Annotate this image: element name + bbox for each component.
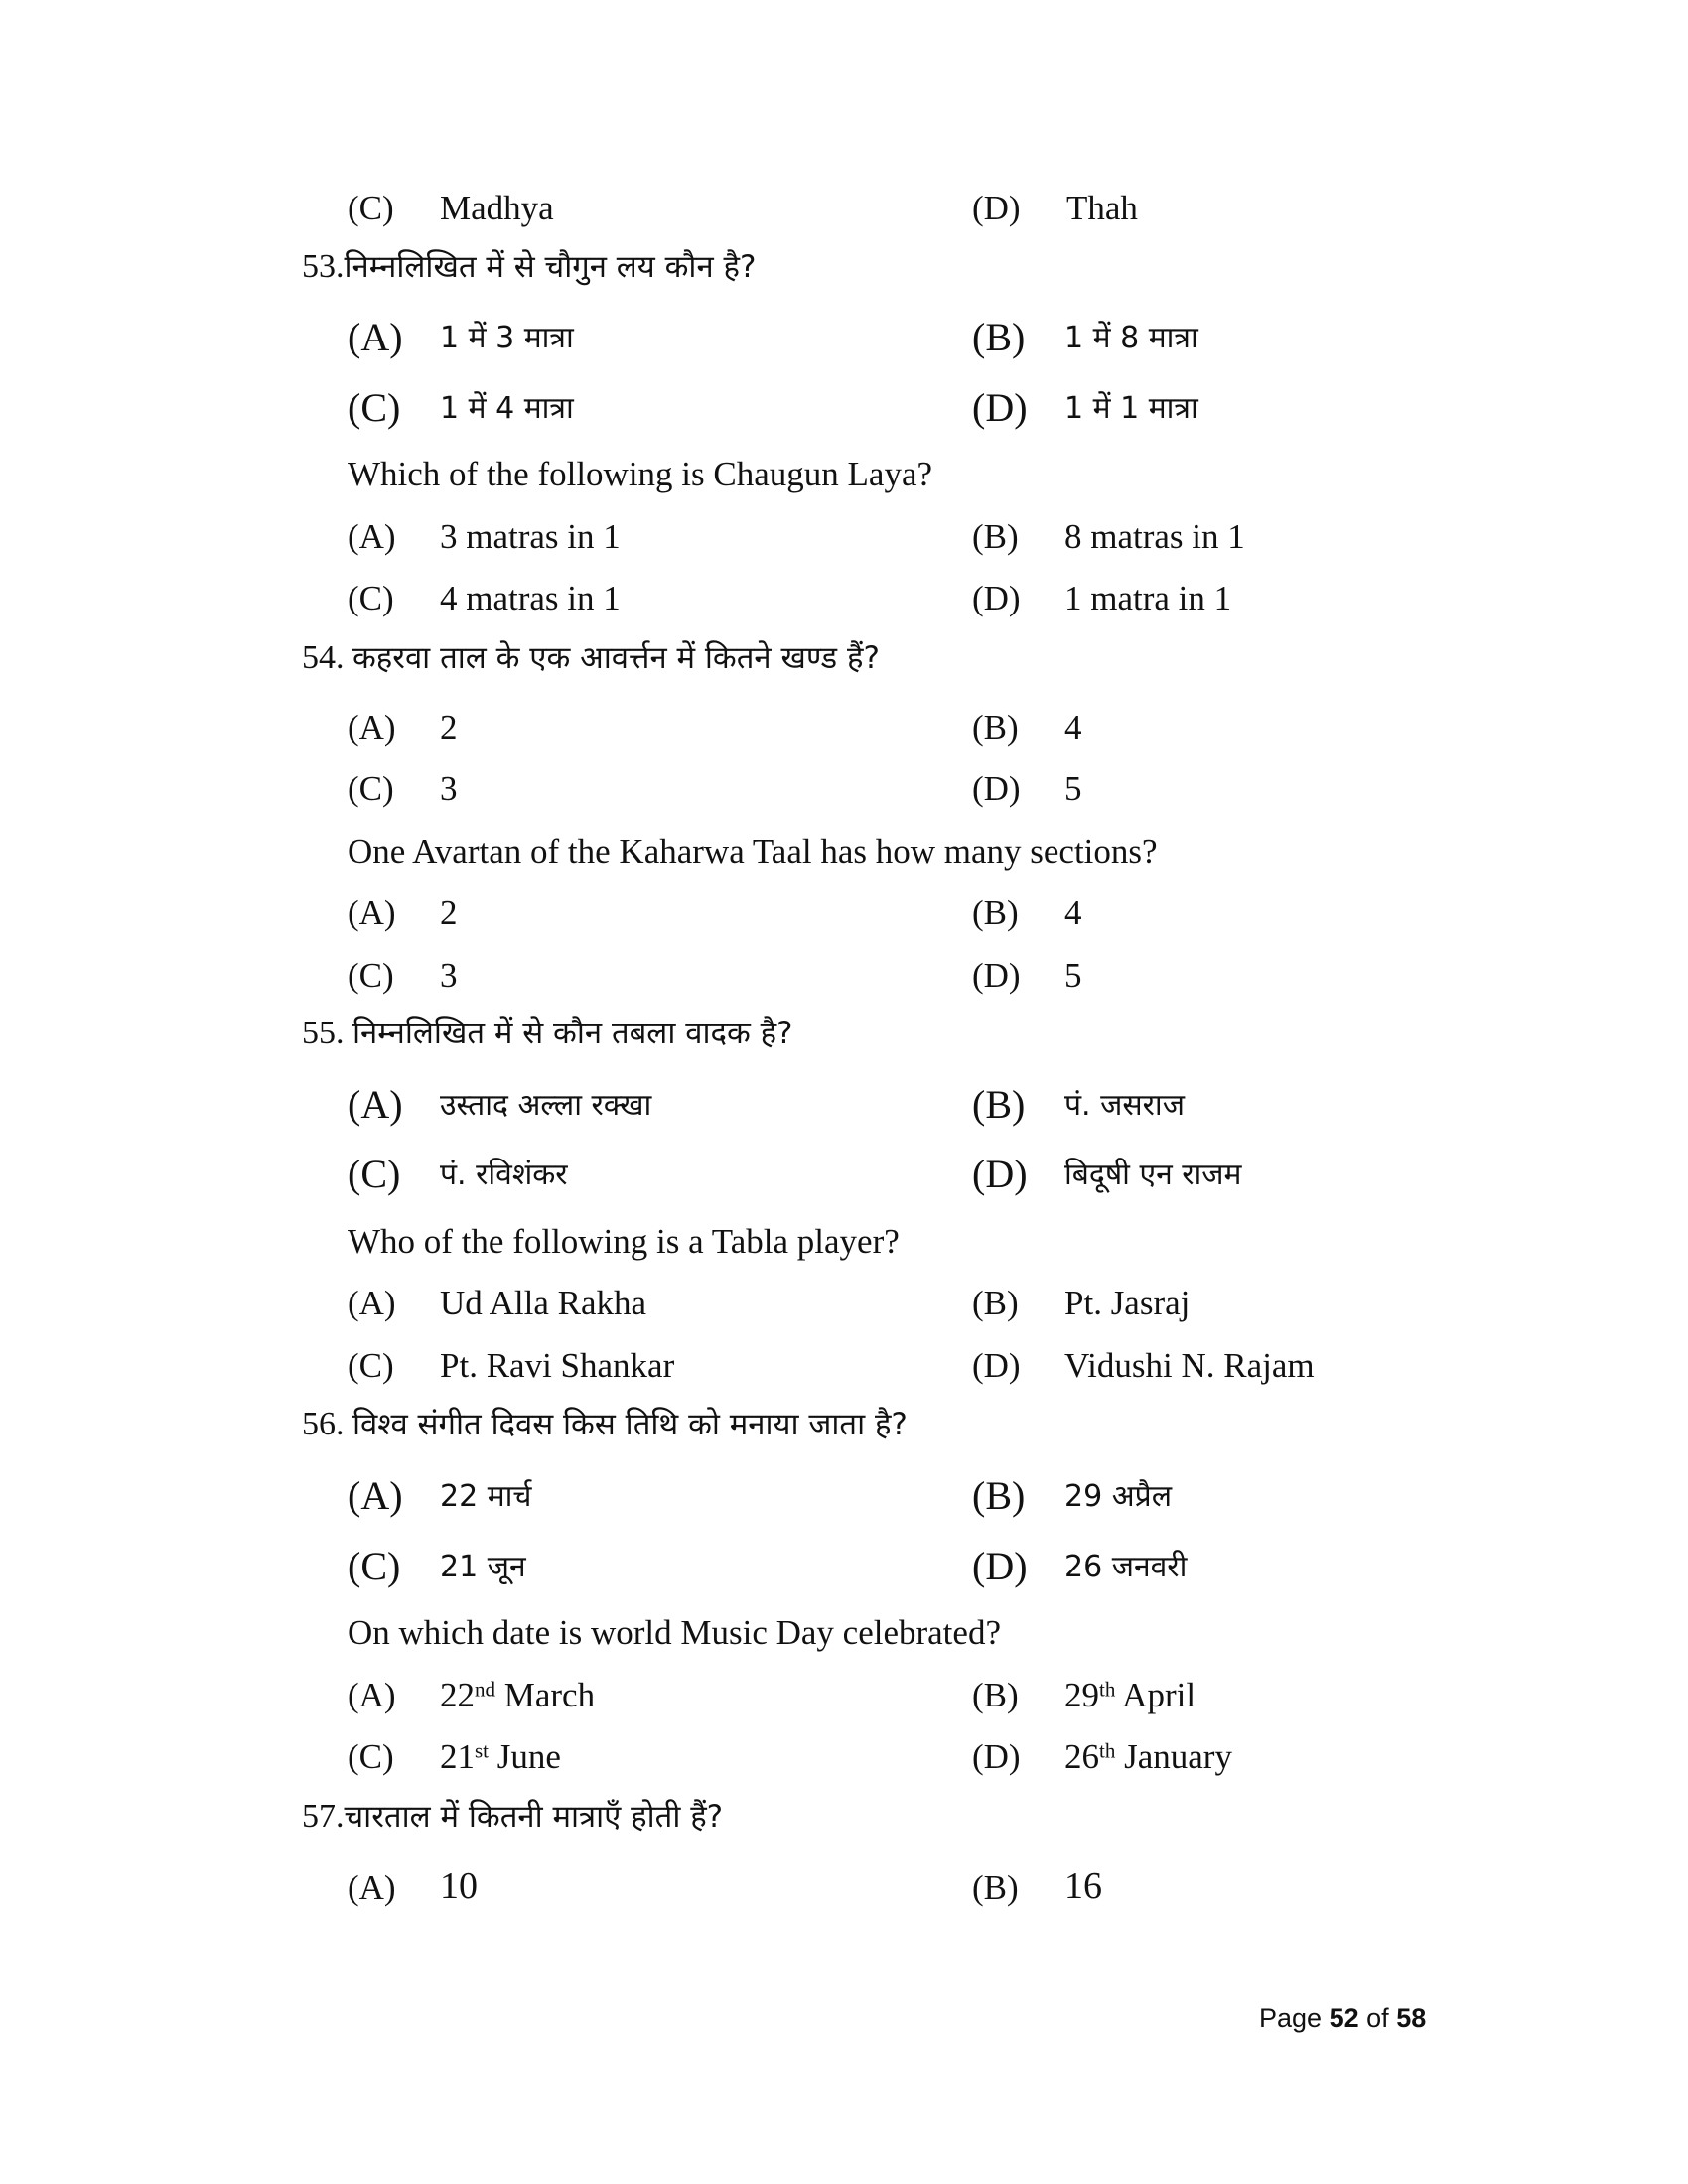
option-label: (C) bbox=[348, 385, 401, 430]
option-text: 10 bbox=[440, 1865, 478, 1907]
question-number: 54. bbox=[302, 639, 345, 676]
question-number: 57. bbox=[302, 1798, 345, 1835]
option-label: (A) bbox=[348, 517, 396, 556]
option-text: 2 bbox=[440, 893, 458, 932]
option-text: बिदूषी एन राजम bbox=[1064, 1158, 1242, 1192]
option-text: 5 bbox=[1064, 769, 1082, 808]
option-label: (C) bbox=[348, 956, 394, 995]
question-54-english: One Avartan of the Kaharwa Taal has how many sections? bbox=[348, 832, 1158, 871]
question-text: विश्व संगीत दिवस किस तिथि को मनाया जाता है? bbox=[352, 1407, 908, 1442]
option-label: (A) bbox=[348, 1676, 396, 1714]
option-text: 26 जनवरी bbox=[1064, 1550, 1188, 1584]
question-text: चारताल में कितनी मात्राएँ होती हैं? bbox=[344, 1799, 724, 1835]
option-text: 4 bbox=[1064, 893, 1082, 932]
option-text: Ud Alla Rakha bbox=[440, 1284, 647, 1322]
option-label: (A) bbox=[348, 1082, 403, 1127]
option-text: 4 bbox=[1064, 708, 1082, 747]
option-text: 1 में 8 मात्रा bbox=[1064, 321, 1198, 355]
option-label: (D) bbox=[972, 1152, 1028, 1196]
option-text: पं. जसराज bbox=[1064, 1088, 1185, 1123]
question-number: 55. bbox=[302, 1015, 345, 1051]
option-label: (B) bbox=[972, 315, 1026, 359]
option-label: (D) bbox=[972, 769, 1021, 808]
option-label: (D) bbox=[972, 1346, 1021, 1385]
option-text: 21st June bbox=[440, 1737, 561, 1776]
option-text: 1 में 1 मात्रा bbox=[1064, 391, 1198, 426]
option-text: 26th January bbox=[1064, 1737, 1232, 1776]
question-55-english: Who of the following is a Tabla player? bbox=[348, 1222, 900, 1261]
option-label: (D) bbox=[972, 1737, 1021, 1776]
option-label: (B) bbox=[972, 893, 1019, 932]
option-text: 29 अप्रैल bbox=[1064, 1479, 1173, 1514]
question-57-hindi bbox=[302, 1800, 723, 1834]
option-text: 22nd March bbox=[440, 1676, 596, 1714]
option-label: (C) bbox=[348, 189, 394, 227]
option-text: 29th April bbox=[1064, 1676, 1196, 1714]
option-label: (A) bbox=[348, 708, 396, 747]
option-text: 1 में 3 मात्रा bbox=[440, 321, 574, 355]
option-text: Pt. Jasraj bbox=[1064, 1284, 1191, 1322]
option-text: 1 matra in 1 bbox=[1064, 579, 1232, 617]
question-text: निम्नलिखित में से चौगुन लय कौन है? bbox=[344, 249, 757, 285]
option-label: (B) bbox=[972, 708, 1019, 747]
option-label: (B) bbox=[972, 1284, 1019, 1322]
option-text: 4 matras in 1 bbox=[440, 579, 621, 617]
option-text: 8 matras in 1 bbox=[1064, 517, 1245, 556]
option-text: Thah bbox=[1066, 189, 1138, 227]
option-label: (C) bbox=[348, 1737, 394, 1776]
question-56-english: On which date is world Music Day celebrated? bbox=[348, 1613, 1001, 1652]
option-text: Pt. Ravi Shankar bbox=[440, 1346, 675, 1385]
option-label: (D) bbox=[972, 189, 1021, 227]
option-label: (C) bbox=[348, 1346, 394, 1385]
option-label: (D) bbox=[972, 956, 1021, 995]
option-text: 1 में 4 मात्रा bbox=[440, 391, 574, 426]
option-label: (A) bbox=[348, 1868, 396, 1907]
option-label: (B) bbox=[972, 1868, 1019, 1907]
option-text: 3 bbox=[440, 956, 458, 995]
option-text: 22 मार्च bbox=[440, 1479, 532, 1514]
option-text: 2 bbox=[440, 708, 458, 747]
option-label: (B) bbox=[972, 1473, 1026, 1518]
question-number: 56. bbox=[302, 1406, 345, 1442]
question-56-hindi bbox=[302, 1408, 908, 1441]
option-label: (C) bbox=[348, 579, 394, 617]
option-text: 5 bbox=[1064, 956, 1082, 995]
option-text: Madhya bbox=[440, 189, 554, 227]
option-label: (D) bbox=[972, 1544, 1028, 1588]
option-text: 3 bbox=[440, 769, 458, 808]
option-label: (C) bbox=[348, 1152, 401, 1196]
option-text: उस्ताद अल्ला रक्खा bbox=[440, 1088, 652, 1123]
option-label: (A) bbox=[348, 1284, 396, 1322]
option-label: (A) bbox=[348, 315, 403, 359]
question-55-hindi bbox=[302, 1017, 793, 1050]
option-text: 16 bbox=[1064, 1865, 1102, 1907]
page-number: Page 52 of 58 bbox=[1259, 2003, 1427, 2033]
option-label: (C) bbox=[348, 769, 394, 808]
option-text: 3 matras in 1 bbox=[440, 517, 621, 556]
option-label: (C) bbox=[348, 1544, 401, 1588]
option-label: (D) bbox=[972, 385, 1028, 430]
option-label: (B) bbox=[972, 1082, 1026, 1127]
option-label: (B) bbox=[972, 1676, 1019, 1714]
option-text: 21 जून bbox=[440, 1550, 526, 1584]
option-label: (D) bbox=[972, 579, 1021, 617]
option-label: (B) bbox=[972, 517, 1019, 556]
question-54-hindi bbox=[302, 641, 880, 675]
question-number: 53. bbox=[302, 248, 345, 285]
option-text: पं. रविशंकर bbox=[440, 1158, 568, 1192]
option-text: Vidushi N. Rajam bbox=[1064, 1346, 1315, 1385]
question-53-english: Which of the following is Chaugun Laya? bbox=[348, 455, 933, 493]
question-text: कहरवा ताल के एक आवर्त्तन में कितने खण्ड हैं? bbox=[352, 640, 880, 676]
question-53-hindi bbox=[302, 250, 756, 284]
question-text: निम्नलिखित में से कौन तबला वादक है? bbox=[352, 1016, 793, 1051]
option-label: (A) bbox=[348, 1473, 403, 1518]
option-label: (A) bbox=[348, 893, 396, 932]
